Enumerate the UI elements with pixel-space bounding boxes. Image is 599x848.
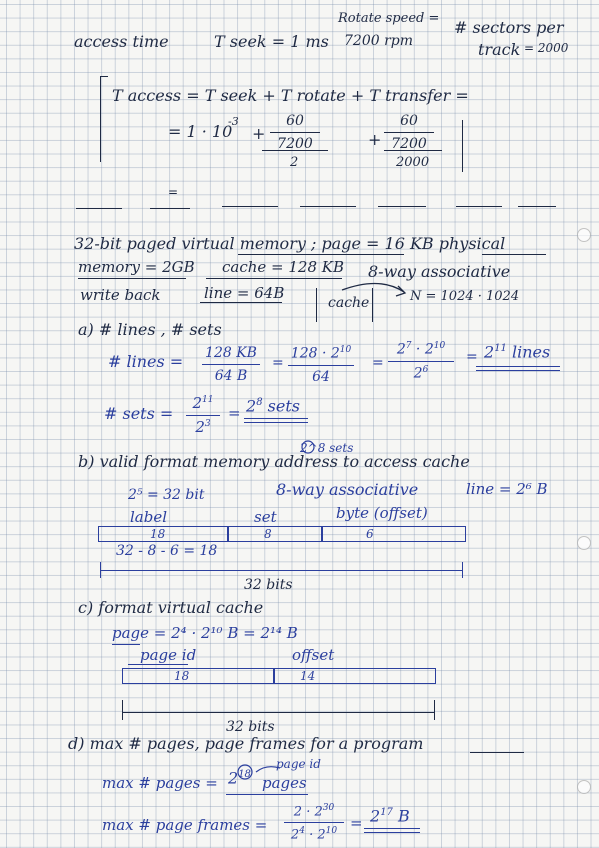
transfer-fraction-mid: 7200 — [391, 136, 427, 152]
write-policy: write back — [80, 286, 161, 304]
lines-f2-top-exp: 10 — [339, 345, 352, 355]
set-field-label: set — [254, 508, 277, 526]
sets-result-base: 2 — [246, 396, 257, 416]
formula-exponent: -3 — [228, 115, 239, 128]
sets-bottom-exp: 3 — [204, 419, 211, 429]
rotate-fraction-mid: 7200 — [277, 136, 313, 152]
lines-result-exp: 11 — [494, 343, 507, 354]
page-offset-bits: 14 — [300, 669, 316, 683]
cache-size-value: cache = 128 KB — [222, 258, 345, 276]
line-size-note: line = 2⁶ B — [466, 480, 548, 498]
mf-bottom-exp: 4 — [299, 826, 305, 837]
mf-bottom: 2 — [290, 827, 300, 843]
lines-f3-top-exp: 7 — [405, 341, 412, 351]
offset-field-label: byte (offset) — [336, 504, 428, 522]
sectors-track-label: track — [478, 40, 521, 59]
sets-result-unit: sets — [262, 396, 300, 416]
lines-result-unit: lines — [506, 342, 551, 362]
lines-label: # lines = — [108, 352, 184, 371]
lines-f3-bottom: 2 — [413, 365, 423, 382]
mf-bottom-exp2: 10 — [325, 826, 338, 837]
mf-top: 2 · 2 — [293, 804, 323, 820]
lines-f1-bottom: 64 B — [214, 368, 248, 384]
page-id-note: page id — [276, 757, 321, 771]
address-bits: 2⁵ = 32 bit — [128, 487, 205, 503]
circled-digit — [302, 441, 314, 453]
rotate-speed-label: Rotate speed = — [338, 11, 440, 26]
max-pages-label: max # pages = — [102, 774, 218, 792]
part-a-heading: a) # lines , # sets — [78, 320, 222, 339]
page-id-label: page id — [140, 646, 197, 664]
sectors-value: = 2000 — [524, 41, 569, 55]
formula-line2-prefix: = 1 · 10 — [168, 122, 233, 141]
problem-line-1: 32-bit paged virtual memory ; page = 16 KB physical — [74, 234, 506, 253]
associativity-value: 8-way associative — [368, 262, 511, 281]
tag-calc: 32 - 8 - 6 = 18 — [116, 543, 218, 559]
part-c-heading: c) format virtual cache — [78, 598, 264, 617]
tag-field-label: label — [130, 508, 168, 526]
rotate-fraction-top: 60 — [286, 113, 304, 129]
circled-exponent — [238, 765, 252, 779]
lines-f2-top: 128 · 2 — [290, 345, 340, 362]
physical-memory-value: memory = 2GB — [78, 258, 195, 276]
lines-f1-top: 128 KB — [205, 345, 257, 361]
sets-eq: = — [228, 404, 241, 422]
lines-eq-3: = — [466, 349, 478, 365]
formula-result-eq: = — [168, 185, 179, 199]
sets-top-exp: 11 — [202, 395, 214, 405]
offset-bits: 6 — [366, 527, 374, 541]
rotate-fraction-bottom: 2 — [290, 155, 299, 170]
transfer-fraction-top: 60 — [400, 113, 418, 129]
sets-result-exp: 8 — [256, 397, 263, 408]
mf-bottom-mid: · 2 — [304, 827, 326, 843]
lines-eq-2: = — [372, 355, 384, 371]
offset-label: offset — [292, 646, 335, 664]
sectors-per-label: # sectors per — [454, 18, 564, 37]
lines-f3-top-mid: · 2 — [411, 341, 434, 358]
lines-f3-top: 2 — [396, 341, 406, 358]
mf-result-exp: 17 — [380, 807, 393, 818]
mf-result-base: 2 — [370, 806, 381, 826]
arrow-head — [396, 286, 405, 296]
max-pages-base: 2 — [228, 768, 239, 788]
max-pages-exp: 18 — [238, 769, 251, 780]
va-total-bits: 32 bits — [226, 719, 275, 735]
lines-f2-bottom: 64 — [312, 368, 330, 385]
transfer-fraction-bottom: 2000 — [396, 155, 430, 170]
access-time-label: access time — [74, 32, 169, 51]
part-d-heading: d) max # pages, page frames for a program — [68, 734, 424, 753]
lines-f3-bottom-exp: 6 — [422, 364, 429, 375]
capacity-note: N = 1024 · 1024 — [410, 289, 520, 304]
sets-note: 2^8 sets — [300, 441, 354, 455]
tag-bits: 18 — [150, 527, 166, 541]
cache-arrow — [342, 283, 404, 292]
address-total-bits: 32 bits — [244, 577, 293, 593]
page-size-eq: page = 2⁴ · 2¹⁰ B = 2¹⁴ B — [112, 624, 298, 642]
associativity-note: 8-way associative — [276, 480, 419, 499]
lines-f3-top-exp2: 10 — [433, 341, 446, 351]
sets-top: 2 — [192, 394, 203, 412]
max-frames-eq: = — [350, 814, 363, 832]
max-pages-unit: pages — [262, 774, 307, 792]
set-bits: 8 — [264, 527, 272, 541]
rotate-speed-value: 7200 rpm — [344, 33, 414, 49]
line-size-value: line = 64B — [204, 284, 285, 302]
t-seek-label: T seek = 1 ms — [214, 32, 329, 51]
sets-bottom: 2 — [195, 418, 205, 436]
cache-box-label: cache — [328, 295, 370, 311]
lines-eq-1: = — [272, 355, 284, 371]
page-id-bits: 18 — [174, 669, 190, 683]
lines-result-base: 2 — [484, 342, 495, 362]
mf-top-exp: 30 — [322, 803, 335, 813]
mf-result-unit: B — [392, 806, 410, 826]
formula-plus-1: + — [252, 124, 266, 143]
max-frames-label: max # page frames = — [102, 816, 268, 834]
formula-plus-2: + — [368, 130, 382, 149]
access-formula-lhs: T access = T seek + T rotate + T transfer = — [112, 86, 469, 105]
part-b-heading: b) valid format memory address to access cache — [78, 452, 470, 471]
page-id-arrow — [256, 767, 280, 772]
sets-label: # sets = — [104, 404, 174, 423]
